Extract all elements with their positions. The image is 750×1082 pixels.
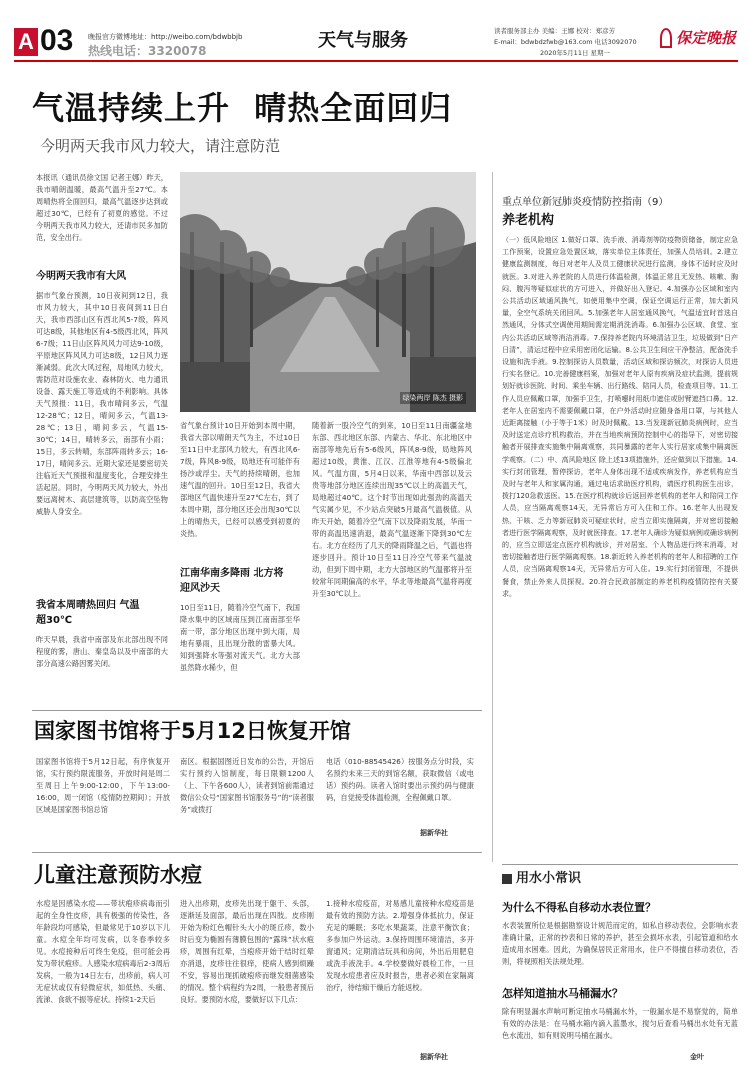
lead-col1-body: 据市气象台预测，10日夜间到12日，我市风力较大，其中10日夜间到11日白天，我市西部山区有西北风5-7级，阵风可达8级，其他地区有4-5级西北风，阵风6-7级；11日山区阵风风力可达9-10级，平原地区阵风风力可达8级，12日风力逐渐减弱。此次大风过程，局地风力较大，需防范对设施农业、森林防火、电力通讯设备、露天施工等造成的不利影响。具体天气预报：11日，我市晴间多云，气温12-28℃；12日，晴间多云，气温13-28℃；13日，晴间多云，气温15-30℃；14日，晴转多云，南部有小雨；15日，多云转晴，东部阵雨转多云；16-17日，晴间多云。近期大家还是要密切关注临近天气预报和温度变化，合理安排生活起居。同时，今明两天风力较大，外出要远离树木、高层建筑等，以防高空坠物威胁人身安全。 <box>36 291 168 516</box>
guide-subtitle: 养老机构 <box>502 213 555 228</box>
library-headline: 国家图书馆将于5月12日恢复开馆 <box>34 719 351 743</box>
tips-answer-1: 水表装置所位是根据勘察设计规范而定的，如私自移动表位，会影响水表准确计量，正常的抄表和日常的养护，甚至会损坏水表，引起管道和给水造成用水困难。因此，为确保居民正常用水，住户不得擅自移动表位，否则，将视照相关法规处理。 <box>502 921 738 966</box>
tips-question-1: 为什么不得私自移动水表位置？ <box>502 901 656 914</box>
lead-subhead-rain: 江南华南多降雨 北方将迎风沙天 <box>180 568 284 594</box>
column-divider <box>492 172 493 862</box>
lead-col3-body: 随着新一股冷空气的到来，10日至11日南疆盆地东部、西北地区东部、内蒙古、华北、东北地区中南部等地先后有5-6级风，阵风8-9级，局地阵风超过10级，黄淮、江汉、江淮等地有4-5级偏北风。气温方面，5月4日以来，华南中西部以及云贵等地部分地区连续出现35℃以上的高温天气，局地超过40℃。这个时节出现如此强劲的高温天气实属少见，不少站点突破5月最高气温极值。从昨天开始，随着冷空气南下以及降雨发展，华南一带的高温迅速消退，最高气温逐渐下降到30℃左右。北方在经历了几天的降雨降温之后，气温也将逐步回升。预计10日至11日冷空气带来气温波动，但到下周中期，北方大部地区的气温都将升至较常年同期偏高的水平，华北等地最高气温将再度升至30℃以上。 <box>312 421 472 598</box>
river-photo <box>180 172 476 412</box>
health-col1: 水痘是因感染水痘——带状疱疹病毒而引起的全身性皮疹，具有极强的传染性，各年龄段均可感染，但最常见于10岁以下儿童。水痘全年均可发病，以冬春季较多见。水痘接种后可终生免疫，但可能会再发为带状疱疹。人感染水痘病毒后2-3周后发病，一般为14日左右，出疹前，病人可无症状或仅有轻微症状，如低热、头痛、流涕、食欲不振等症状。持续1-2天后 <box>36 899 170 1004</box>
tips-source: 金叶 <box>690 1053 704 1061</box>
lead-intro: 本报讯（通讯员徐文国 记者王娜）昨天，我市晴朗温暖，最高气温升至27℃。本周晴热将全面回归，最高气温逐步达到或超过30℃，已经有了初夏的感觉。不过今明两天我市风力较大，还请市民多加防范，安全出行。 <box>36 173 168 242</box>
hotline-label: 热线电话： <box>88 44 149 58</box>
health-col2: 进入出疹期，皮疹先出现于躯干、头部，逐渐延及面部，最后出现在四肢。皮疹刚开始为粉红色帽针头大小的斑丘疹，数小时后变为椭圆有薄膜包围的“露珠”状水疱疹，周围有红晕，当疱疹开始干结时红晕亦消退，皮疹往往很痒，使病人感到烦躁不安，容易出现抓破疱疹而继发细菌感染的情况。整个病程约为2周，一般患者预后良好。要预防水痘，要做好以下几点： <box>180 899 314 1004</box>
page-number: 03 <box>40 24 74 57</box>
tips-question-2: 怎样知道抽水马桶漏水？ <box>502 987 623 1000</box>
lead-subhead-wind: 今明两天我市有大风 <box>36 271 126 282</box>
health-source: 据新华社 <box>420 1053 448 1061</box>
section-title: 天气与服务 <box>318 30 408 51</box>
health-rule <box>32 852 482 853</box>
guide-title: 重点单位新冠肺炎疫情防控指南（9） <box>502 197 669 208</box>
weibo-address: 晚报官方微博地址：http://weibo.com/bdwbbjb <box>88 33 243 41</box>
tips-label-text: 用水小常识 <box>516 871 582 886</box>
library-col3: 电话（010-88545426）按服务点分时段，实名预约未来三天的到馆名额，获取微信（或电话）预约码。读者入馆时要出示预约码与健康码，自觉接受体温检测，全程佩戴口罩。 <box>326 757 474 802</box>
lead-col2-body: 省气象台预计10日开始到本周中期，我省大部以晴朗天气为主，不过10日至11日中北部风力较大，有西北风6-7级，阵风8-9级，局地还有可能伴有扬沙或浮尘。天气的持续晴朗，也加速气温的回升。10日至12日，我省大部地区气温快速升至27℃左右，到了本周中期，部分地区还会出现30℃以上的晴热天，已经可以感受到初夏的炎热。 <box>180 421 300 538</box>
photo-illustration <box>180 172 476 412</box>
lead-subhead-province: 我省本周晴热回归 气温超30℃ <box>36 600 140 626</box>
library-col2: 南区。根据国图近日发布的公告，开馆后实行预约入馆制度，每日限额1200人（上、下午各600人），读者到馆前需通过微信公众号“国家图书馆服务号”的“读者服务”或拨打 <box>180 757 314 814</box>
editor-line: 读者服务部主办 美编：王娜 校对：郑彦芳 <box>494 27 616 35</box>
email-line: E-mail：bdwbdzfwb@163.com 电话3092070 <box>494 38 637 46</box>
health-headline: 儿童注意预防水痘 <box>34 863 202 887</box>
logo-text: 保定晚报 <box>676 29 737 47</box>
page-letter: A <box>14 28 38 56</box>
lead-headline: 气温持续上升 晴热全面回归 <box>32 89 453 127</box>
guide-body: （一）低风险地区 1.做好口罩、洗手液、消毒剂等防疫物资储备，制定应急工作预案，设置应急处置区域，落实单位主体责任，加强人员培训。2.建立健康监测制度，每日对老年人及员工健康状况进行监测，身体不适时应及时就医。3.对进入养老院的人员进行体温检测，体温正常且无发热、咳嗽、胸闷、腹泻等疑似症状的方可进入，并做好出入登记。4.加强办公区域和室内公共活动区域通风换气，如使用集中空调，保证空调运行正常，加大新风量，全空气系统关闭回风。5.加强老年人居室通风换气，气温适宜时首选自然通风，分体式空调使用期间需定期消洗消毒。6.加强办公区域、食堂、室内公共活动区域等消洁消毒。7.保持养老院内环境清洁卫生，垃圾做到“日产日清”，清运过程中应采用密闭化运输。8.公共卫生间应干净整洁，配备洗手设施和洗手液。9.控制探访人员数量，活动区域和探访频次，对探访人员进行实名登记。10.完善健康档案，加强对老年人原有疾病及症状监测，提前规划好就诊医院、时间、乘坐车辆、出行路线、陪同人员，检查项目等。11.工作人员应佩戴口罩，加强手卫生，打喷嚏时用纸巾遮住或肘臂遮挡口鼻。12.老年人在居室内不需要佩戴口罩，在户外活动时应随身备用口罩，与其他人近距离接触（小于等于1米）时及时佩戴。13.当发现新冠肺炎病例时，应当及时送定点诊疗机构救治，并在当地疾病预防控制中心的指导下，对密切接触者开展排查实施集中隔离观察，共同暴露的老年人实行居家或集中隔离医学观察。（二）中、高风险地区 除上述13项措施外，还应做到以下措施。14.实行封闭管理，暂停探访，老年人身体出现不适或疾病发作，养老机构应当及时与老年人和家属沟通，通过电话求助医疗机构，请医疗机构医生出诊，拨打120急救送医。15.在医疗机构就诊后返回养老机构的老年人和陪同工作人员，应当隔离观察14天，无异常后方可入住和工作。16.老年人出现发热、干咳、乏力等新冠肺炎可疑症状时，应当立即实施隔离，并对密切接触者进行医学隔离观察，及时就医排查。17.老年人确诊为疑似病例或确诊病例的，应当立即送定点医疗机构就诊，并对居室、个人物品进行终末消毒，对密切接触者进行医学隔离观察。18.新近转入养老机构的老年人和招聘的工作人员，应当隔离观察14天，无异常后方可入住。19.实行封闭管理，不提供餐食，禁止外来人员探视。20.符合民政部制定的养老机构疫情防控有关要求。 <box>502 236 738 598</box>
hotline-number: 3320078 <box>148 44 207 58</box>
photo-caption: 绿染两岸 陈杰 摄影 <box>400 392 466 404</box>
lead-col2-end: 10日至11日，随着冷空气南下，我国降水集中的区域南压到江南南部至华南一带，部分地区出现中到大雨，局地有暴雨，且出现分散的雷暴大风。知到强降水等强对流天气。北方大部虽然降水稀少，但 <box>180 603 300 672</box>
tips-rule <box>502 864 738 865</box>
tips-answer-2: 除有明显漏水声响可断定抽水马桶漏水外，一般漏水是不易察觉的，简单有效的办法是：在马桶水箱内滴入蓝墨水，搅匀后查看马桶出水处有无蓝色水流出，如有则说明马桶在漏水。 <box>502 1007 738 1040</box>
library-col1: 国家图书馆将于5月12日起，有序恢复开馆，实行预约限流服务，开放时间是周二至周日上午9:00-12:00，下午13:00-16:00，周一闭馆（疫情防控期间）；开放区域是国家图书馆总馆 <box>36 757 170 814</box>
library-rule <box>32 710 482 711</box>
lead-col1-end: 昨天早晨，我省中南部及东北部出现不同程度的雾，唐山、秦皇岛以及中南部的大部分高速公路因雾关闭。 <box>36 635 168 668</box>
tips-label <box>502 870 662 890</box>
newspaper-logo <box>660 24 740 54</box>
health-col3: 1.接种水痘疫苗，对易感儿童接种水痘疫苗是最有效的预防方法。2.增强身体抵抗力，保证充足的睡眠；多吃水果蔬菜，注意平衡饮食；多参加户外运动。3.保持周围环境清洁，多开窗通风；定期清洁玩具和房间，外出后用肥皂或洗手液洗手。4.学校要做好晨检工作，一旦发现水痘患者应及时报告，患者必须在家隔离治疗，待结痂干燥后方能返校。 <box>326 899 474 992</box>
logo-icon <box>660 28 672 48</box>
lead-subhead: 今明两天我市风力较大，请注意防范 <box>40 137 281 155</box>
date-line: 2020年5月11日 星期一 <box>540 49 611 57</box>
square-icon <box>502 874 512 884</box>
page-header <box>0 0 750 64</box>
header-rule <box>14 60 738 62</box>
library-source: 据新华社 <box>420 829 448 837</box>
hotline <box>88 44 206 58</box>
